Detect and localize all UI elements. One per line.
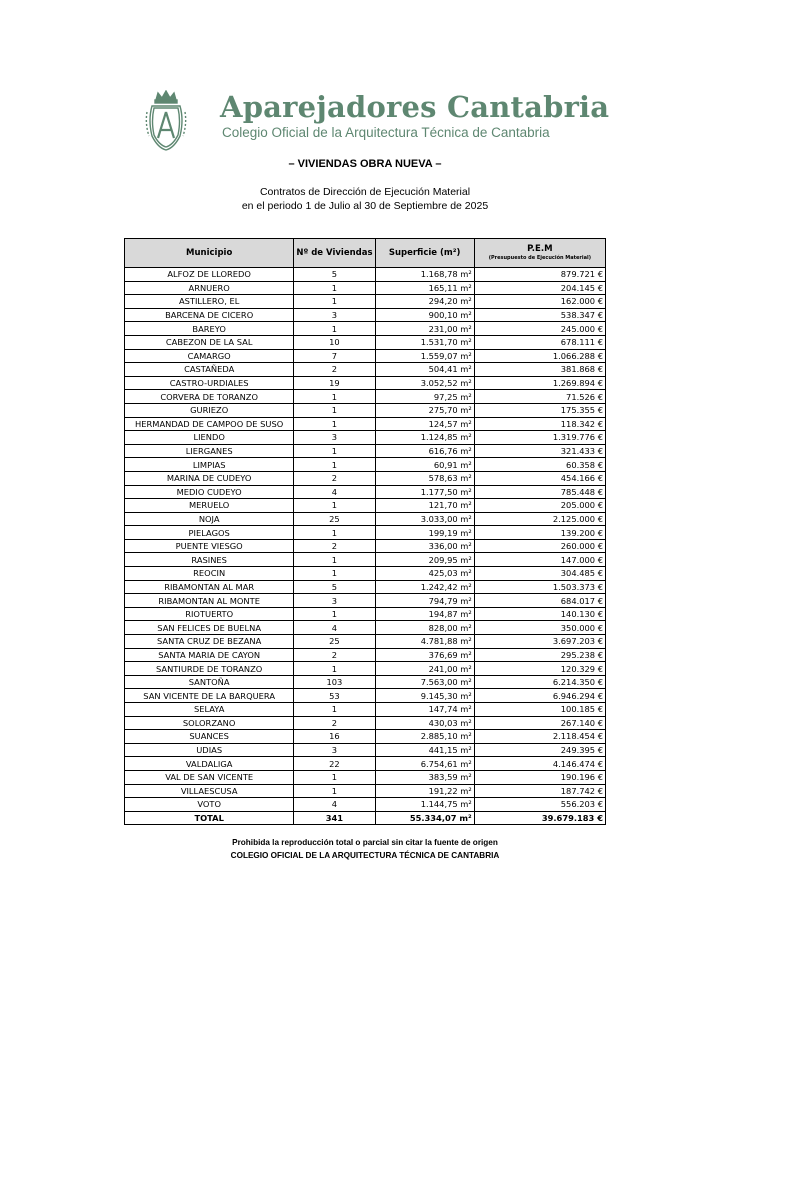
cell-pem: 879.721 € [474,268,605,282]
subtitle-line-2: en el periodo 1 de Julio al 30 de Septiembre de 2025 [241,200,489,212]
cell-viviendas: 25 [294,635,375,649]
cell-viviendas: 1 [294,662,375,676]
table-row [125,431,606,445]
cell-municipio: MEDIO CUDEYO [125,485,294,499]
cell-viviendas: 1 [294,784,375,798]
cell-superficie: 7.563,00 m² [375,675,474,689]
cell-pem: 120.329 € [474,662,605,676]
table-header-row [125,239,606,268]
cell-municipio: BAREYO [125,322,294,336]
cell-municipio: VAL DE SAN VICENTE [125,770,294,784]
cell-pem: 245.000 € [474,322,605,336]
cell-superficie: 1.124,85 m² [375,431,474,445]
table-row [125,798,606,812]
cell-pem: 381.868 € [474,363,605,377]
cell-viviendas: 3 [294,594,375,608]
table-row [125,308,606,322]
cell-municipio: SANTOÑA [125,675,294,689]
cell-superficie: 294,20 m² [375,295,474,309]
cell-viviendas: 2 [294,363,375,377]
cell-municipio: LIERGANES [125,444,294,458]
cell-municipio: SANTIURDE DE TORANZO [125,662,294,676]
cell-superficie: 1.177,50 m² [375,485,474,499]
table-row [125,784,606,798]
table-row [125,417,606,431]
cell-viviendas: 5 [294,580,375,594]
table-row [125,730,606,744]
cell-viviendas: 4 [294,621,375,635]
cell-superficie: 4.781,88 m² [375,635,474,649]
cell-municipio: VALDALIGA [125,757,294,771]
cell-municipio: MERUELO [125,499,294,513]
cell-municipio: HERMANDAD DE CAMPOO DE SUSO [125,417,294,431]
cell-superficie: 1.242,42 m² [375,580,474,594]
cell-pem: 321.433 € [474,444,605,458]
cell-municipio: SANTA CRUZ DE BEZANA [125,635,294,649]
cell-viviendas: 2 [294,716,375,730]
document-title: – VIVIENDAS OBRA NUEVA – [288,158,442,170]
table-row [125,716,606,730]
cell-municipio: SANTA MARIA DE CAYON [125,648,294,662]
cell-superficie: 121,70 m² [375,499,474,513]
cell-pem: 118.342 € [474,417,605,431]
cell-viviendas: 5 [294,268,375,282]
cell-superficie: 578,63 m² [375,471,474,485]
table-row [125,770,606,784]
table-row [125,335,606,349]
cell-superficie: 1.168,78 m² [375,268,474,282]
cell-viviendas: 1 [294,417,375,431]
cell-superficie: 616,76 m² [375,444,474,458]
cell-municipio: NOJA [125,512,294,526]
table-row [125,458,606,472]
table-row [125,607,606,621]
cell-viviendas: 1 [294,322,375,336]
cell-viviendas: 4 [294,798,375,812]
header-pem-label: P.E.M [527,244,553,254]
cell-viviendas: 25 [294,512,375,526]
table-row [125,567,606,581]
brand-name: Aparejadores Cantabria [220,90,610,124]
cell-municipio: LIMPIAS [125,458,294,472]
cell-pem: 249.395 € [474,743,605,757]
table-row [125,403,606,417]
cell-pem: 39.679.183 € [474,811,605,825]
cell-municipio: PIELAGOS [125,526,294,540]
cell-viviendas: 4 [294,485,375,499]
table-row [125,295,606,309]
crest-icon [144,90,188,152]
table-total-row [125,811,606,825]
cell-viviendas: 3 [294,431,375,445]
cell-superficie: 794,79 m² [375,594,474,608]
cell-municipio: RIBAMONTAN AL MONTE [125,594,294,608]
cell-pem: 350.000 € [474,621,605,635]
cell-municipio: RASINES [125,553,294,567]
cell-viviendas: 1 [294,403,375,417]
footer-organization: COLEGIO OFICIAL DE LA ARQUITECTURA TÉCNICA DE CANTABRIA [230,851,500,860]
footer-copyright: Prohibida la reproducción total o parcial sin citar la fuente de origen [232,838,498,847]
table-row [125,512,606,526]
cell-viviendas: 16 [294,730,375,744]
cell-superficie: 124,57 m² [375,417,474,431]
cell-municipio: CABEZON DE LA SAL [125,335,294,349]
cell-superficie: 191,22 m² [375,784,474,798]
cell-municipio: PUENTE VIESGO [125,539,294,553]
cell-pem: 1.066.288 € [474,349,605,363]
table-row [125,281,606,295]
cell-municipio: LIENDO [125,431,294,445]
table-row [125,485,606,499]
cell-pem: 162.000 € [474,295,605,309]
cell-pem: 295.238 € [474,648,605,662]
cell-superficie: 165,11 m² [375,281,474,295]
cell-superficie: 6.754,61 m² [375,757,474,771]
cell-pem: 60.358 € [474,458,605,472]
cell-municipio: GURIEZO [125,403,294,417]
cell-municipio: RIBAMONTAN AL MAR [125,580,294,594]
cell-municipio: SOLORZANO [125,716,294,730]
table-row [125,526,606,540]
cell-municipio: TOTAL [125,811,294,825]
cell-pem: 139.200 € [474,526,605,540]
cell-pem: 2.118.454 € [474,730,605,744]
cell-viviendas: 7 [294,349,375,363]
cell-superficie: 376,69 m² [375,648,474,662]
cell-superficie: 504,41 m² [375,363,474,377]
cell-municipio: UDIAS [125,743,294,757]
cell-viviendas: 341 [294,811,375,825]
table-row [125,635,606,649]
cell-viviendas: 1 [294,553,375,567]
cell-superficie: 194,87 m² [375,607,474,621]
cell-viviendas: 1 [294,526,375,540]
table-body [125,268,606,825]
cell-superficie: 441,15 m² [375,743,474,757]
cell-pem: 260.000 € [474,539,605,553]
table-row [125,662,606,676]
cell-pem: 3.697.203 € [474,635,605,649]
cell-viviendas: 3 [294,743,375,757]
cell-pem: 71.526 € [474,390,605,404]
table-row [125,376,606,390]
cell-viviendas: 10 [294,335,375,349]
cell-pem: 4.146.474 € [474,757,605,771]
cell-viviendas: 22 [294,757,375,771]
table-row [125,621,606,635]
cell-municipio: SAN VICENTE DE LA BARQUERA [125,689,294,703]
cell-superficie: 425,03 m² [375,567,474,581]
cell-superficie: 3.052,52 m² [375,376,474,390]
cell-superficie: 9.145,30 m² [375,689,474,703]
table-row [125,703,606,717]
cell-superficie: 97,25 m² [375,390,474,404]
cell-municipio: CASTRO-URDIALES [125,376,294,390]
cell-viviendas: 2 [294,539,375,553]
cell-municipio: REOCIN [125,567,294,581]
cell-pem: 454.166 € [474,471,605,485]
cell-pem: 140.130 € [474,607,605,621]
cell-municipio: CAMARGO [125,349,294,363]
cell-pem: 147.000 € [474,553,605,567]
cell-pem: 190.196 € [474,770,605,784]
header-municipio: Municipio [125,239,294,268]
cell-municipio: SELAYA [125,703,294,717]
table-row [125,322,606,336]
cell-viviendas: 1 [294,567,375,581]
cell-pem: 267.140 € [474,716,605,730]
cell-municipio: ASTILLERO, EL [125,295,294,309]
cell-viviendas: 1 [294,703,375,717]
cell-superficie: 241,00 m² [375,662,474,676]
cell-viviendas: 19 [294,376,375,390]
cell-superficie: 55.334,07 m² [375,811,474,825]
cell-superficie: 336,00 m² [375,539,474,553]
table-row [125,675,606,689]
table-row [125,757,606,771]
cell-viviendas: 1 [294,607,375,621]
cell-superficie: 383,59 m² [375,770,474,784]
cell-viviendas: 2 [294,471,375,485]
cell-viviendas: 1 [294,390,375,404]
brand-subtitle: Colegio Oficial de la Arquitectura Técnica de Cantabria [222,125,550,140]
cell-superficie: 2.885,10 m² [375,730,474,744]
table-row [125,349,606,363]
cell-municipio: BARCENA DE CICERO [125,308,294,322]
cell-pem: 204.145 € [474,281,605,295]
cell-municipio: ALFOZ DE LLOREDO [125,268,294,282]
table-row [125,444,606,458]
table-row [125,499,606,513]
table-row [125,553,606,567]
cell-superficie: 430,03 m² [375,716,474,730]
cell-viviendas: 2 [294,648,375,662]
cell-superficie: 275,70 m² [375,403,474,417]
table-row [125,268,606,282]
table-row [125,648,606,662]
table-row [125,743,606,757]
table-row [125,363,606,377]
cell-viviendas: 3 [294,308,375,322]
cell-pem: 205.000 € [474,499,605,513]
cell-pem: 1.319.776 € [474,431,605,445]
cell-pem: 100.185 € [474,703,605,717]
header-superficie: Superficie (m²) [375,239,474,268]
logo [144,90,610,152]
cell-viviendas: 103 [294,675,375,689]
header-pem-note: (Presupuesto de Ejecución Material) [488,255,591,261]
cell-viviendas: 1 [294,444,375,458]
cell-pem: 6.946.294 € [474,689,605,703]
cell-viviendas: 1 [294,499,375,513]
cell-viviendas: 1 [294,295,375,309]
table-row [125,390,606,404]
cell-pem: 175.355 € [474,403,605,417]
subtitle-line-1: Contratos de Dirección de Ejecución Material [259,186,471,198]
table-row [125,580,606,594]
cell-superficie: 900,10 m² [375,308,474,322]
cell-pem: 678.111 € [474,335,605,349]
housing-table [124,238,606,825]
cell-municipio: MARINA DE CUDEYO [125,471,294,485]
table-row [125,471,606,485]
header-pem [474,239,605,268]
cell-pem: 6.214.350 € [474,675,605,689]
cell-superficie: 1.559,07 m² [375,349,474,363]
cell-superficie: 231,00 m² [375,322,474,336]
cell-superficie: 1.144,75 m² [375,798,474,812]
cell-superficie: 199,19 m² [375,526,474,540]
cell-superficie: 1.531,70 m² [375,335,474,349]
cell-superficie: 60,91 m² [375,458,474,472]
cell-viviendas: 1 [294,458,375,472]
cell-pem: 538.347 € [474,308,605,322]
cell-superficie: 209,95 m² [375,553,474,567]
table-row [125,539,606,553]
cell-municipio: RIOTUERTO [125,607,294,621]
table-row [125,594,606,608]
cell-pem: 684.017 € [474,594,605,608]
cell-municipio: SAN FELICES DE BUELNA [125,621,294,635]
cell-pem: 556.203 € [474,798,605,812]
cell-municipio: ARNUERO [125,281,294,295]
cell-municipio: VOTO [125,798,294,812]
cell-pem: 304.485 € [474,567,605,581]
cell-superficie: 3.033,00 m² [375,512,474,526]
cell-pem: 2.125.000 € [474,512,605,526]
cell-pem: 785.448 € [474,485,605,499]
cell-municipio: CASTAÑEDA [125,363,294,377]
cell-municipio: SUANCES [125,730,294,744]
cell-pem: 1.269.894 € [474,376,605,390]
header-viviendas: Nº de Viviendas [294,239,375,268]
cell-municipio: CORVERA DE TORANZO [125,390,294,404]
cell-pem: 1.503.373 € [474,580,605,594]
cell-superficie: 828,00 m² [375,621,474,635]
cell-superficie: 147,74 m² [375,703,474,717]
cell-viviendas: 1 [294,281,375,295]
cell-viviendas: 1 [294,770,375,784]
cell-pem: 187.742 € [474,784,605,798]
cell-viviendas: 53 [294,689,375,703]
cell-municipio: VILLAESCUSA [125,784,294,798]
table-row [125,689,606,703]
